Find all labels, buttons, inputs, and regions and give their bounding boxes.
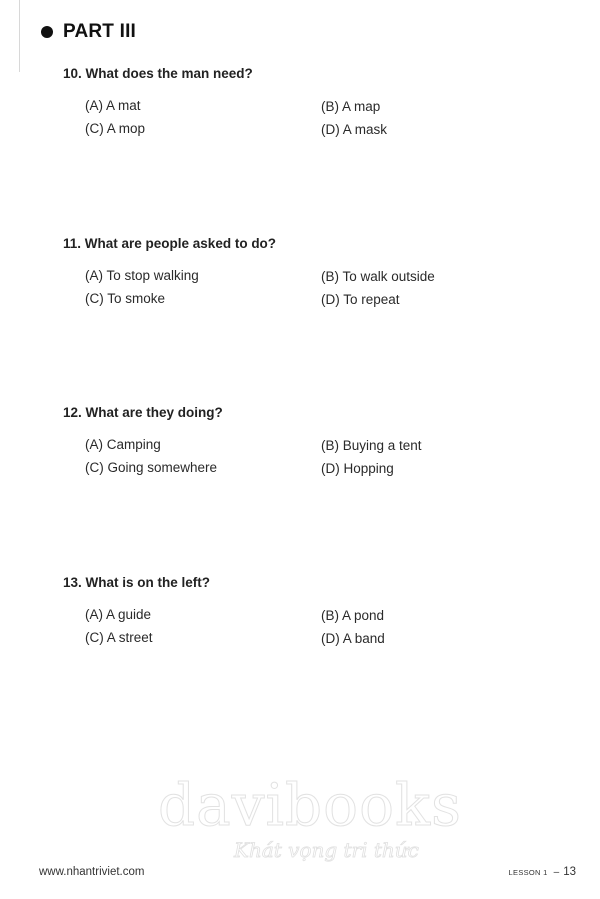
watermark-logo: davibooks bbox=[158, 771, 462, 839]
option-a: (A) A mat bbox=[85, 98, 141, 113]
footer-lesson: LESSON 1 bbox=[508, 868, 548, 877]
question-12 bbox=[63, 405, 563, 483]
footer-page-info bbox=[509, 866, 576, 878]
option-d: (D) A band bbox=[321, 631, 385, 646]
option-c: (C) Going somewhere bbox=[85, 460, 218, 475]
answer-options bbox=[85, 607, 563, 653]
footer-separator: – bbox=[553, 867, 560, 878]
option-b: (B) Buying a tent bbox=[321, 438, 422, 453]
option-a: (A) Camping bbox=[85, 437, 161, 452]
question-text: 11. What are people asked to do? bbox=[63, 236, 277, 251]
option-d: (D) Hopping bbox=[321, 461, 394, 476]
question-11 bbox=[63, 236, 563, 314]
question-13 bbox=[63, 575, 563, 653]
option-a: (A) A guide bbox=[85, 607, 152, 622]
part-header bbox=[41, 21, 136, 43]
option-c: (C) To smoke bbox=[85, 291, 166, 306]
answer-options bbox=[85, 98, 563, 144]
option-d: (D) A mask bbox=[321, 122, 388, 137]
answer-options bbox=[85, 437, 563, 483]
option-a: (A) To stop walking bbox=[85, 268, 199, 283]
part-title: PART III bbox=[63, 21, 137, 42]
question-10 bbox=[63, 66, 563, 144]
question-text: 12. What are they doing? bbox=[63, 405, 223, 420]
watermark-tagline: Khát vọng tri thức bbox=[234, 838, 419, 862]
margin-rule bbox=[19, 0, 20, 72]
page-number: 13 bbox=[563, 866, 576, 878]
option-d: (D) To repeat bbox=[321, 292, 400, 307]
option-b: (B) A map bbox=[321, 99, 381, 114]
bullet-icon bbox=[41, 26, 53, 38]
question-text: 10. What does the man need? bbox=[63, 66, 253, 81]
answer-options bbox=[85, 268, 563, 314]
footer-url: www.nhantriviet.com bbox=[39, 866, 145, 878]
question-text: 13. What is on the left? bbox=[63, 575, 211, 590]
option-b: (B) A pond bbox=[321, 608, 385, 623]
option-c: (C) A mop bbox=[85, 121, 146, 136]
watermark bbox=[158, 771, 462, 862]
option-b: (B) To walk outside bbox=[321, 269, 435, 284]
option-c: (C) A street bbox=[85, 630, 153, 645]
